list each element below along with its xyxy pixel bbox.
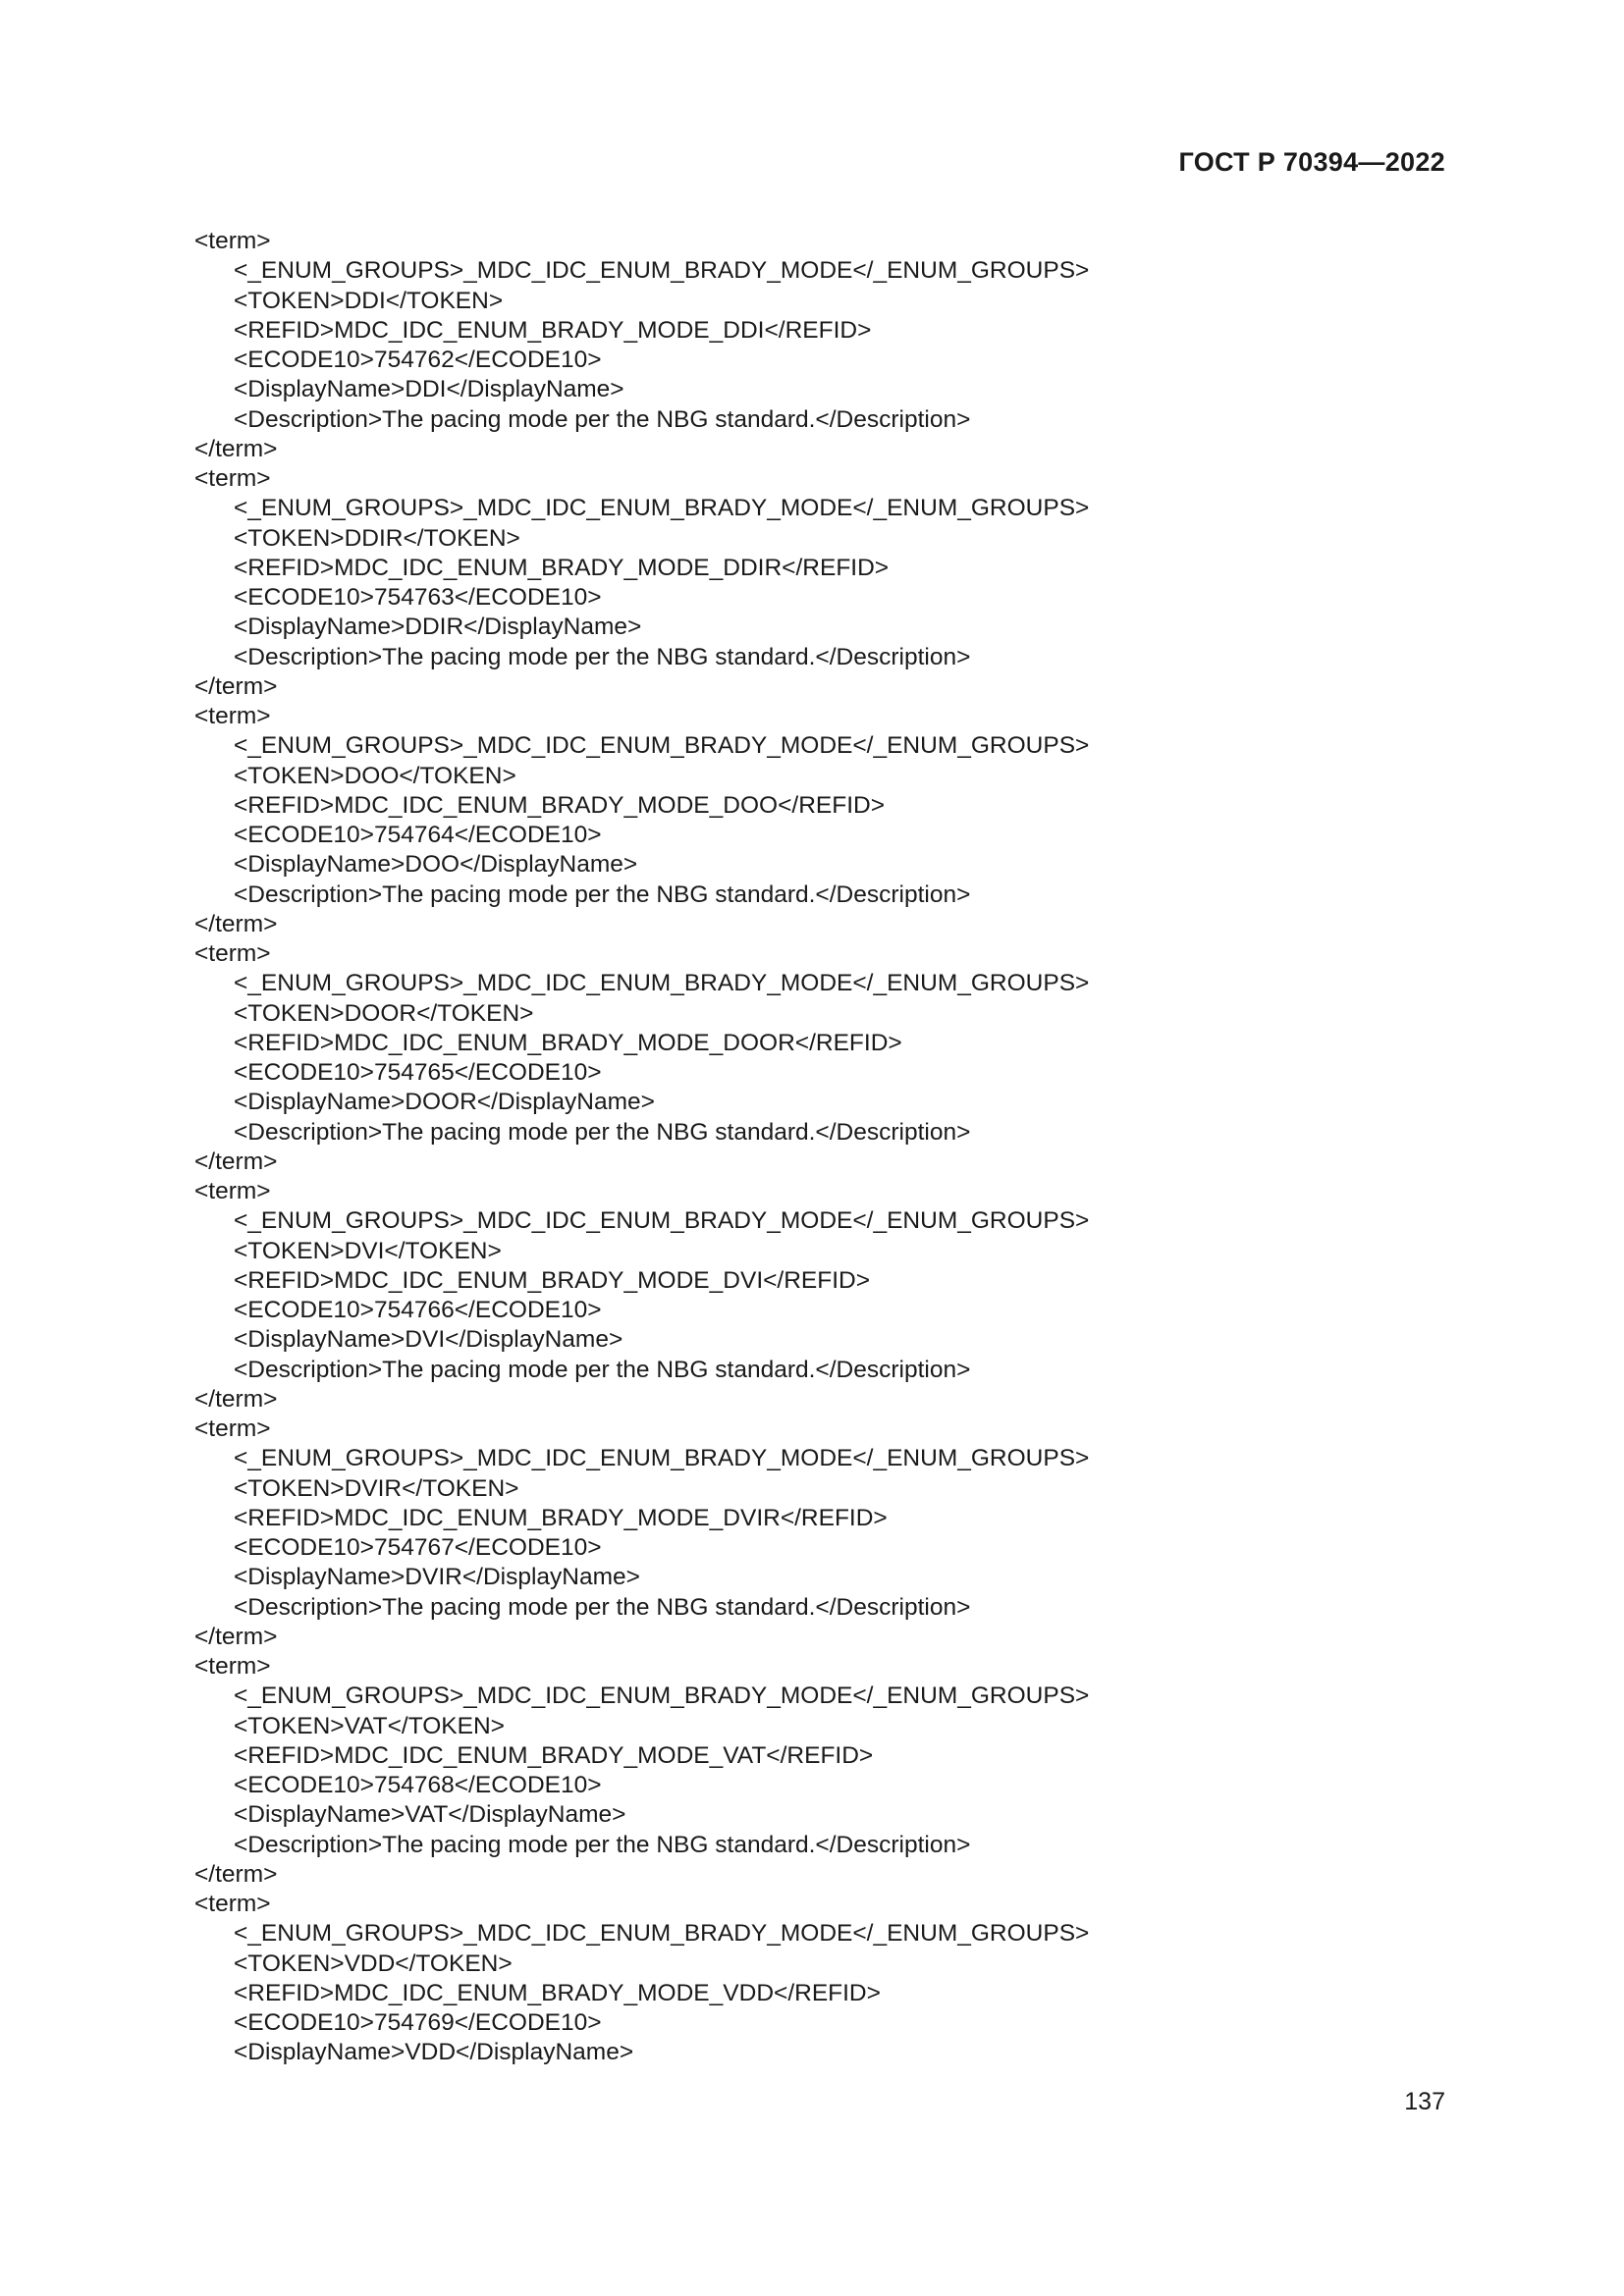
xml-element-line: <_ENUM_GROUPS>_MDC_IDC_ENUM_BRADY_MODE</_ENUM_GROUPS> xyxy=(234,1682,1090,1710)
xml-term-tag-line: <term> xyxy=(194,703,271,729)
xml-element-line: <ECODE10>754769</ECODE10> xyxy=(234,2009,602,2036)
xml-element-line: <REFID>MDC_IDC_ENUM_BRADY_MODE_DOOR</REFID> xyxy=(234,1029,902,1056)
xml-element-line: <DisplayName>DOO</DisplayName> xyxy=(234,851,638,879)
xml-element-line: <TOKEN>DVI</TOKEN> xyxy=(234,1237,502,1264)
xml-element-line: <REFID>MDC_IDC_ENUM_BRADY_MODE_DVI</REFID> xyxy=(234,1266,871,1294)
xml-element-line: <_ENUM_GROUPS>_MDC_IDC_ENUM_BRADY_MODE</_ENUM_GROUPS> xyxy=(234,1920,1090,1948)
page-number: 137 xyxy=(1404,2088,1445,2115)
xml-element-line: <REFID>MDC_IDC_ENUM_BRADY_MODE_DOO</REFID> xyxy=(234,791,886,819)
xml-element-line: <Description>The pacing mode per the NBG standard.</Description> xyxy=(234,643,971,670)
xml-term-tag-line: <term> xyxy=(194,228,271,254)
xml-term-tag-line: </term> xyxy=(194,1623,278,1650)
xml-element-line: <DisplayName>DDIR</DisplayName> xyxy=(234,614,642,641)
xml-term-tag-line: <term> xyxy=(194,1891,271,1917)
xml-element-line: <_ENUM_GROUPS>_MDC_IDC_ENUM_BRADY_MODE</_ENUM_GROUPS> xyxy=(234,970,1090,997)
xml-term-tag-line: </term> xyxy=(194,1385,278,1413)
xml-element-line: <DisplayName>VAT</DisplayName> xyxy=(234,1801,626,1829)
xml-element-line: <ECODE10>754767</ECODE10> xyxy=(234,1534,602,1561)
xml-element-line: <Description>The pacing mode per the NBG standard.</Description> xyxy=(234,1356,971,1383)
xml-element-line: <REFID>MDC_IDC_ENUM_BRADY_MODE_DDIR</REFID> xyxy=(234,554,890,581)
xml-element-line: <ECODE10>754762</ECODE10> xyxy=(234,347,602,373)
xml-element-line: <ECODE10>754765</ECODE10> xyxy=(234,1059,602,1086)
xml-term-tag-line: </term> xyxy=(194,910,278,937)
xml-element-line: <Description>The pacing mode per the NBG standard.</Description> xyxy=(234,1593,971,1621)
xml-element-line: <DisplayName>DOOR</DisplayName> xyxy=(234,1089,655,1116)
xml-element-line: <TOKEN>DDI</TOKEN> xyxy=(234,287,504,314)
xml-element-line: <TOKEN>DOO</TOKEN> xyxy=(234,762,516,789)
xml-element-line: <REFID>MDC_IDC_ENUM_BRADY_MODE_VDD</REFID> xyxy=(234,1979,881,2006)
xml-term-tag-line: </term> xyxy=(194,1860,278,1888)
xml-term-tag-line: <term> xyxy=(194,1653,271,1680)
xml-listing xyxy=(194,227,1471,2068)
xml-element-line: <TOKEN>DVIR</TOKEN> xyxy=(234,1474,519,1502)
xml-term-tag-line: <term> xyxy=(194,465,271,492)
xml-element-line: <ECODE10>754764</ECODE10> xyxy=(234,822,602,848)
xml-term-tag-line: <term> xyxy=(194,1415,271,1442)
xml-element-line: <_ENUM_GROUPS>_MDC_IDC_ENUM_BRADY_MODE</_ENUM_GROUPS> xyxy=(234,1207,1090,1235)
xml-term-tag-line: <term> xyxy=(194,940,271,967)
xml-element-line: <ECODE10>754768</ECODE10> xyxy=(234,1772,602,1798)
xml-term-tag-line: </term> xyxy=(194,435,278,462)
xml-element-line: <_ENUM_GROUPS>_MDC_IDC_ENUM_BRADY_MODE</_ENUM_GROUPS> xyxy=(234,257,1090,285)
xml-element-line: <TOKEN>DOOR</TOKEN> xyxy=(234,999,534,1027)
xml-element-line: <Description>The pacing mode per the NBG standard.</Description> xyxy=(234,881,971,908)
xml-element-line: <REFID>MDC_IDC_ENUM_BRADY_MODE_VAT</REFID> xyxy=(234,1741,874,1769)
xml-element-line: <_ENUM_GROUPS>_MDC_IDC_ENUM_BRADY_MODE</_ENUM_GROUPS> xyxy=(234,495,1090,522)
xml-element-line: <_ENUM_GROUPS>_MDC_IDC_ENUM_BRADY_MODE</_ENUM_GROUPS> xyxy=(234,1445,1090,1472)
xml-element-line: <Description>The pacing mode per the NBG standard.</Description> xyxy=(234,1831,971,1858)
xml-term-tag-line: </term> xyxy=(194,1148,278,1175)
xml-element-line: <_ENUM_GROUPS>_MDC_IDC_ENUM_BRADY_MODE</_ENUM_GROUPS> xyxy=(234,732,1090,760)
xml-element-line: <TOKEN>VAT</TOKEN> xyxy=(234,1712,505,1739)
xml-element-line: <TOKEN>VDD</TOKEN> xyxy=(234,1949,513,1977)
xml-element-line: <ECODE10>754766</ECODE10> xyxy=(234,1297,602,1323)
xml-element-line: <DisplayName>DVIR</DisplayName> xyxy=(234,1564,640,1591)
xml-term-tag-line: </term> xyxy=(194,672,278,700)
xml-element-line: <DisplayName>DDI</DisplayName> xyxy=(234,376,624,403)
xml-element-line: <TOKEN>DDIR</TOKEN> xyxy=(234,524,520,552)
xml-element-line: <ECODE10>754763</ECODE10> xyxy=(234,584,602,611)
xml-element-line: <REFID>MDC_IDC_ENUM_BRADY_MODE_DDI</REFID> xyxy=(234,316,872,344)
document-standard-id: ГОСТ Р 70394—2022 xyxy=(1178,147,1445,177)
xml-element-line: <Description>The pacing mode per the NBG standard.</Description> xyxy=(234,405,971,433)
xml-element-line: <Description>The pacing mode per the NBG standard.</Description> xyxy=(234,1118,971,1146)
xml-element-line: <DisplayName>VDD</DisplayName> xyxy=(234,2039,634,2066)
xml-element-line: <REFID>MDC_IDC_ENUM_BRADY_MODE_DVIR</REFID> xyxy=(234,1504,888,1531)
xml-element-line: <DisplayName>DVI</DisplayName> xyxy=(234,1326,623,1354)
xml-term-tag-line: <term> xyxy=(194,1178,271,1204)
